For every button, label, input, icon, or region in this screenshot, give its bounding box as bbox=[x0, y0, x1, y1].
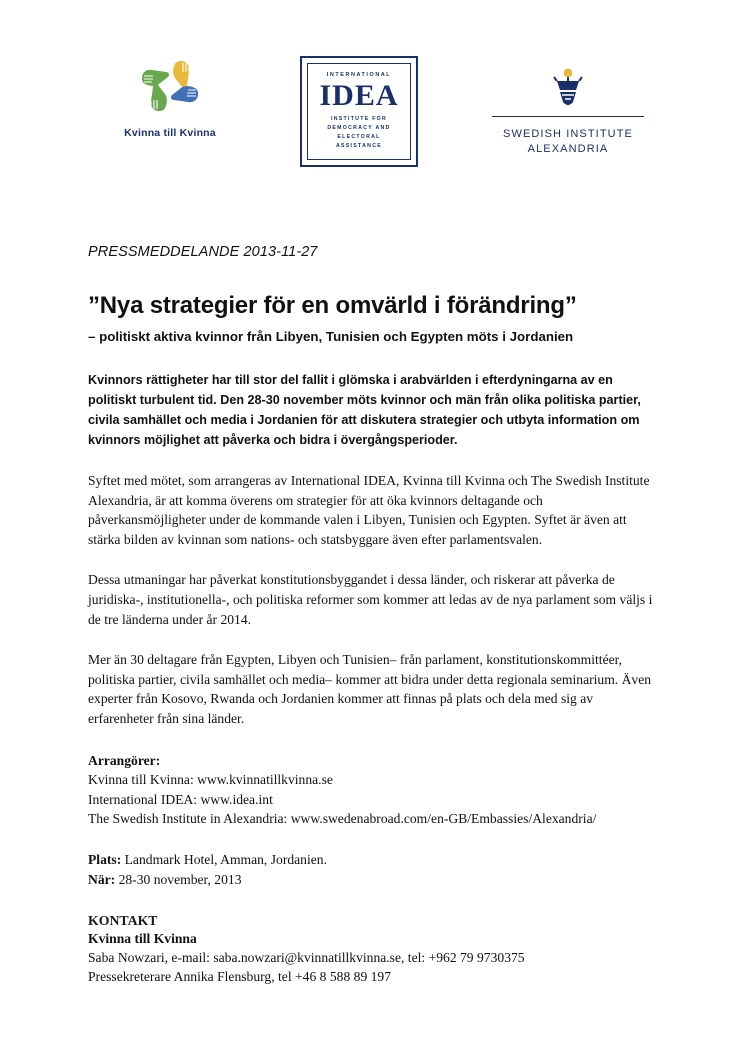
idea-wordmark: IDEA bbox=[319, 79, 399, 113]
press-release-tag: PRESSMEDDELANDE 2013-11-27 bbox=[88, 244, 318, 260]
contact-line: Saba Nowzari, e-mail: saba.nowzari@kvinnatillkvinna.se, tel: +962 79 9730375 bbox=[88, 950, 525, 966]
logo-kvinna-till-kvinna bbox=[110, 58, 230, 139]
idea-sub-line-4: ASSISTANCE bbox=[335, 142, 383, 149]
arranger-line: International IDEA: www.idea.int bbox=[88, 791, 273, 807]
arranger-line: The Swedish Institute in Alexandria: www.swedenabroad.com/en-GB/Embassies/Alexandria/ bbox=[88, 810, 597, 826]
kvinna-till-kvinna-hands-icon bbox=[139, 58, 201, 114]
body-paragraph: Mer än 30 deltagare från Egypten, Libyen och Tunisien– från parlament, konstitutionskommittéer, politiska partier, civila samhället och media– kommer att bidra under detta regionala seminarium. Även experter från Kosovo, Rwanda och Jordanien kommer att finnas på plats och dela med sig av erfarenheter från sina länder. bbox=[88, 651, 652, 727]
event-place-label: Plats: bbox=[88, 852, 122, 868]
event-details-section bbox=[88, 850, 658, 889]
logo-bar bbox=[88, 0, 658, 188]
event-place-value: Landmark Hotel, Amman, Jordanien. bbox=[121, 852, 327, 868]
idea-sub-line-3: ELECTORAL bbox=[337, 133, 381, 140]
kvinna-till-kvinna-caption: Kvinna till Kvinna bbox=[124, 127, 216, 139]
swedish-institute-line-1: SWEDISH INSTITUTE bbox=[503, 128, 633, 140]
contact-title: KONTAKT bbox=[88, 912, 158, 928]
body-paragraph: Syftet med mötet, som arrangeras av International IDEA, Kvinna till Kvinna och The Swedish Institute Alexandria, är att komma överens om strategier för att öka kvinnors deltagande och påverkansmöjligheter under de kommande valen i Libyen, Tunisien och Egypten. Syftet är även att stärka bilden av kvinnan som nations- och statsbyggare även efter parlamentsvalen. bbox=[88, 472, 650, 548]
idea-top-line: INTERNATIONAL bbox=[326, 72, 392, 78]
lead-paragraph: Kvinnors rättigheter har till stor del fallit i glömska i arabvärlden i efterdyningarna av en politiskt turbulent tid. Den 28-30 november möts kvinnor och män från olika politiska partier, civila samhället och media i Jordanien för att diskutera strategier och utbyta information om kvinnors möjlighet att påverka och bidra i övergångsperioder. bbox=[88, 373, 641, 447]
arranger-line: Kvinna till Kvinna: www.kvinnatillkvinna.se bbox=[88, 772, 333, 788]
logo-swedish-institute-alexandria bbox=[488, 66, 648, 157]
swedish-crown-icon bbox=[549, 66, 587, 112]
logo-international-idea bbox=[295, 56, 423, 167]
idea-logo-frame bbox=[300, 56, 418, 167]
event-when bbox=[88, 870, 658, 889]
swedish-institute-text bbox=[503, 123, 633, 157]
body-paragraph: Dessa utmaningar har påverkat konstitutionsbyggandet i dessa länder, och riskerar att påverka de juridiska-, institutionella-, och politiska reformer som kommer att ledas av de nya parlament som väljs i de tre länderna under år 2014. bbox=[88, 572, 653, 627]
page-subtitle: – politiskt aktiva kvinnor från Libyen, Tunisien och Egypten möts i Jordanien bbox=[88, 328, 574, 344]
contact-org: Kvinna till Kvinna bbox=[88, 930, 197, 946]
event-when-value: 28-30 november, 2013 bbox=[115, 871, 242, 887]
idea-logo-inner bbox=[307, 63, 411, 160]
idea-sub-line-2: DEMOCRACY AND bbox=[327, 124, 391, 131]
swedish-institute-divider bbox=[492, 116, 644, 117]
event-when-label: När: bbox=[88, 871, 116, 887]
arrangers-section bbox=[88, 751, 658, 828]
idea-sub-line-1: INSTITUTE FOR bbox=[330, 115, 388, 122]
arrangers-title: Arrangörer: bbox=[88, 753, 161, 769]
page-title: ”Nya strategier för en omvärld i förändring” bbox=[88, 292, 577, 319]
swedish-institute-line-2: ALEXANDRIA bbox=[527, 142, 609, 155]
contact-section bbox=[88, 929, 658, 987]
event-place bbox=[88, 850, 658, 869]
contact-line: Pressekreterare Annika Flensburg, tel +46 8 588 89 197 bbox=[88, 969, 392, 985]
